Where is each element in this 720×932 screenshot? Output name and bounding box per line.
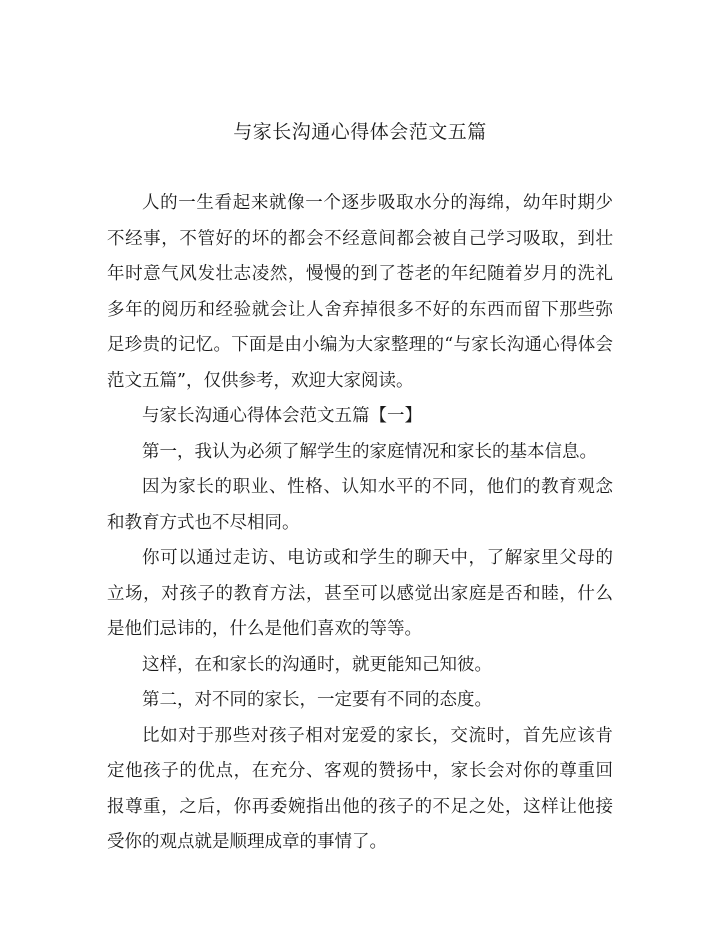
document-title: 与家长沟通心得体会范文五篇 <box>233 121 487 143</box>
section-heading: 与家长沟通心得体会范文五篇【一】 <box>142 406 422 426</box>
document-body <box>107 186 613 861</box>
body-paragraph: 比如对于那些对孩子相对宠爱的家长，交流时，首先应该肯定他孩子的优点，在充分、客观的赞扬中，家长会对你的尊重回报尊重，之后，你再委婉指出他的孩子的不足之处，这样让他接受你的观点就是顺理成章的事情了。 <box>107 725 613 852</box>
body-paragraph: 第一，我认为必须了解学生的家庭情况和家长的基本信息。 <box>142 441 597 462</box>
body-paragraph: 你可以通过走访、电访或和学生的聊天中，了解家里父母的立场，对孩子的教育方法，甚至可以感觉出家庭是否和睦，什么是他们忌讳的，什么是他们喜欢的等等。 <box>107 548 613 639</box>
body-paragraph: 这样，在和家长的沟通时，就更能知己知彼。 <box>142 654 492 675</box>
body-paragraph: 第二，对不同的家长，一定要有不同的态度。 <box>142 690 492 710</box>
body-paragraph: 因为家长的职业、性格、认知水平的不同，他们的教育观念和教育方式也不尽相同。 <box>107 477 613 533</box>
intro-paragraph: 人的一生看起来就像一个逐步吸取水分的海绵，幼年时期少不经事，不管好的坏的都会不经意间都会被自己学习吸取，到壮年时意气风发壮志凌然，慢慢的到了苍老的年纪随着岁月的洗礼多年的阅历和经验就会让人舍弃掉很多不好的东西而留下那些弥足珍贵的记忆。下面是由小编为大家整理的“与家长沟通心得体会范文五篇”，仅供参考，欢迎大家阅读。 <box>107 193 613 391</box>
